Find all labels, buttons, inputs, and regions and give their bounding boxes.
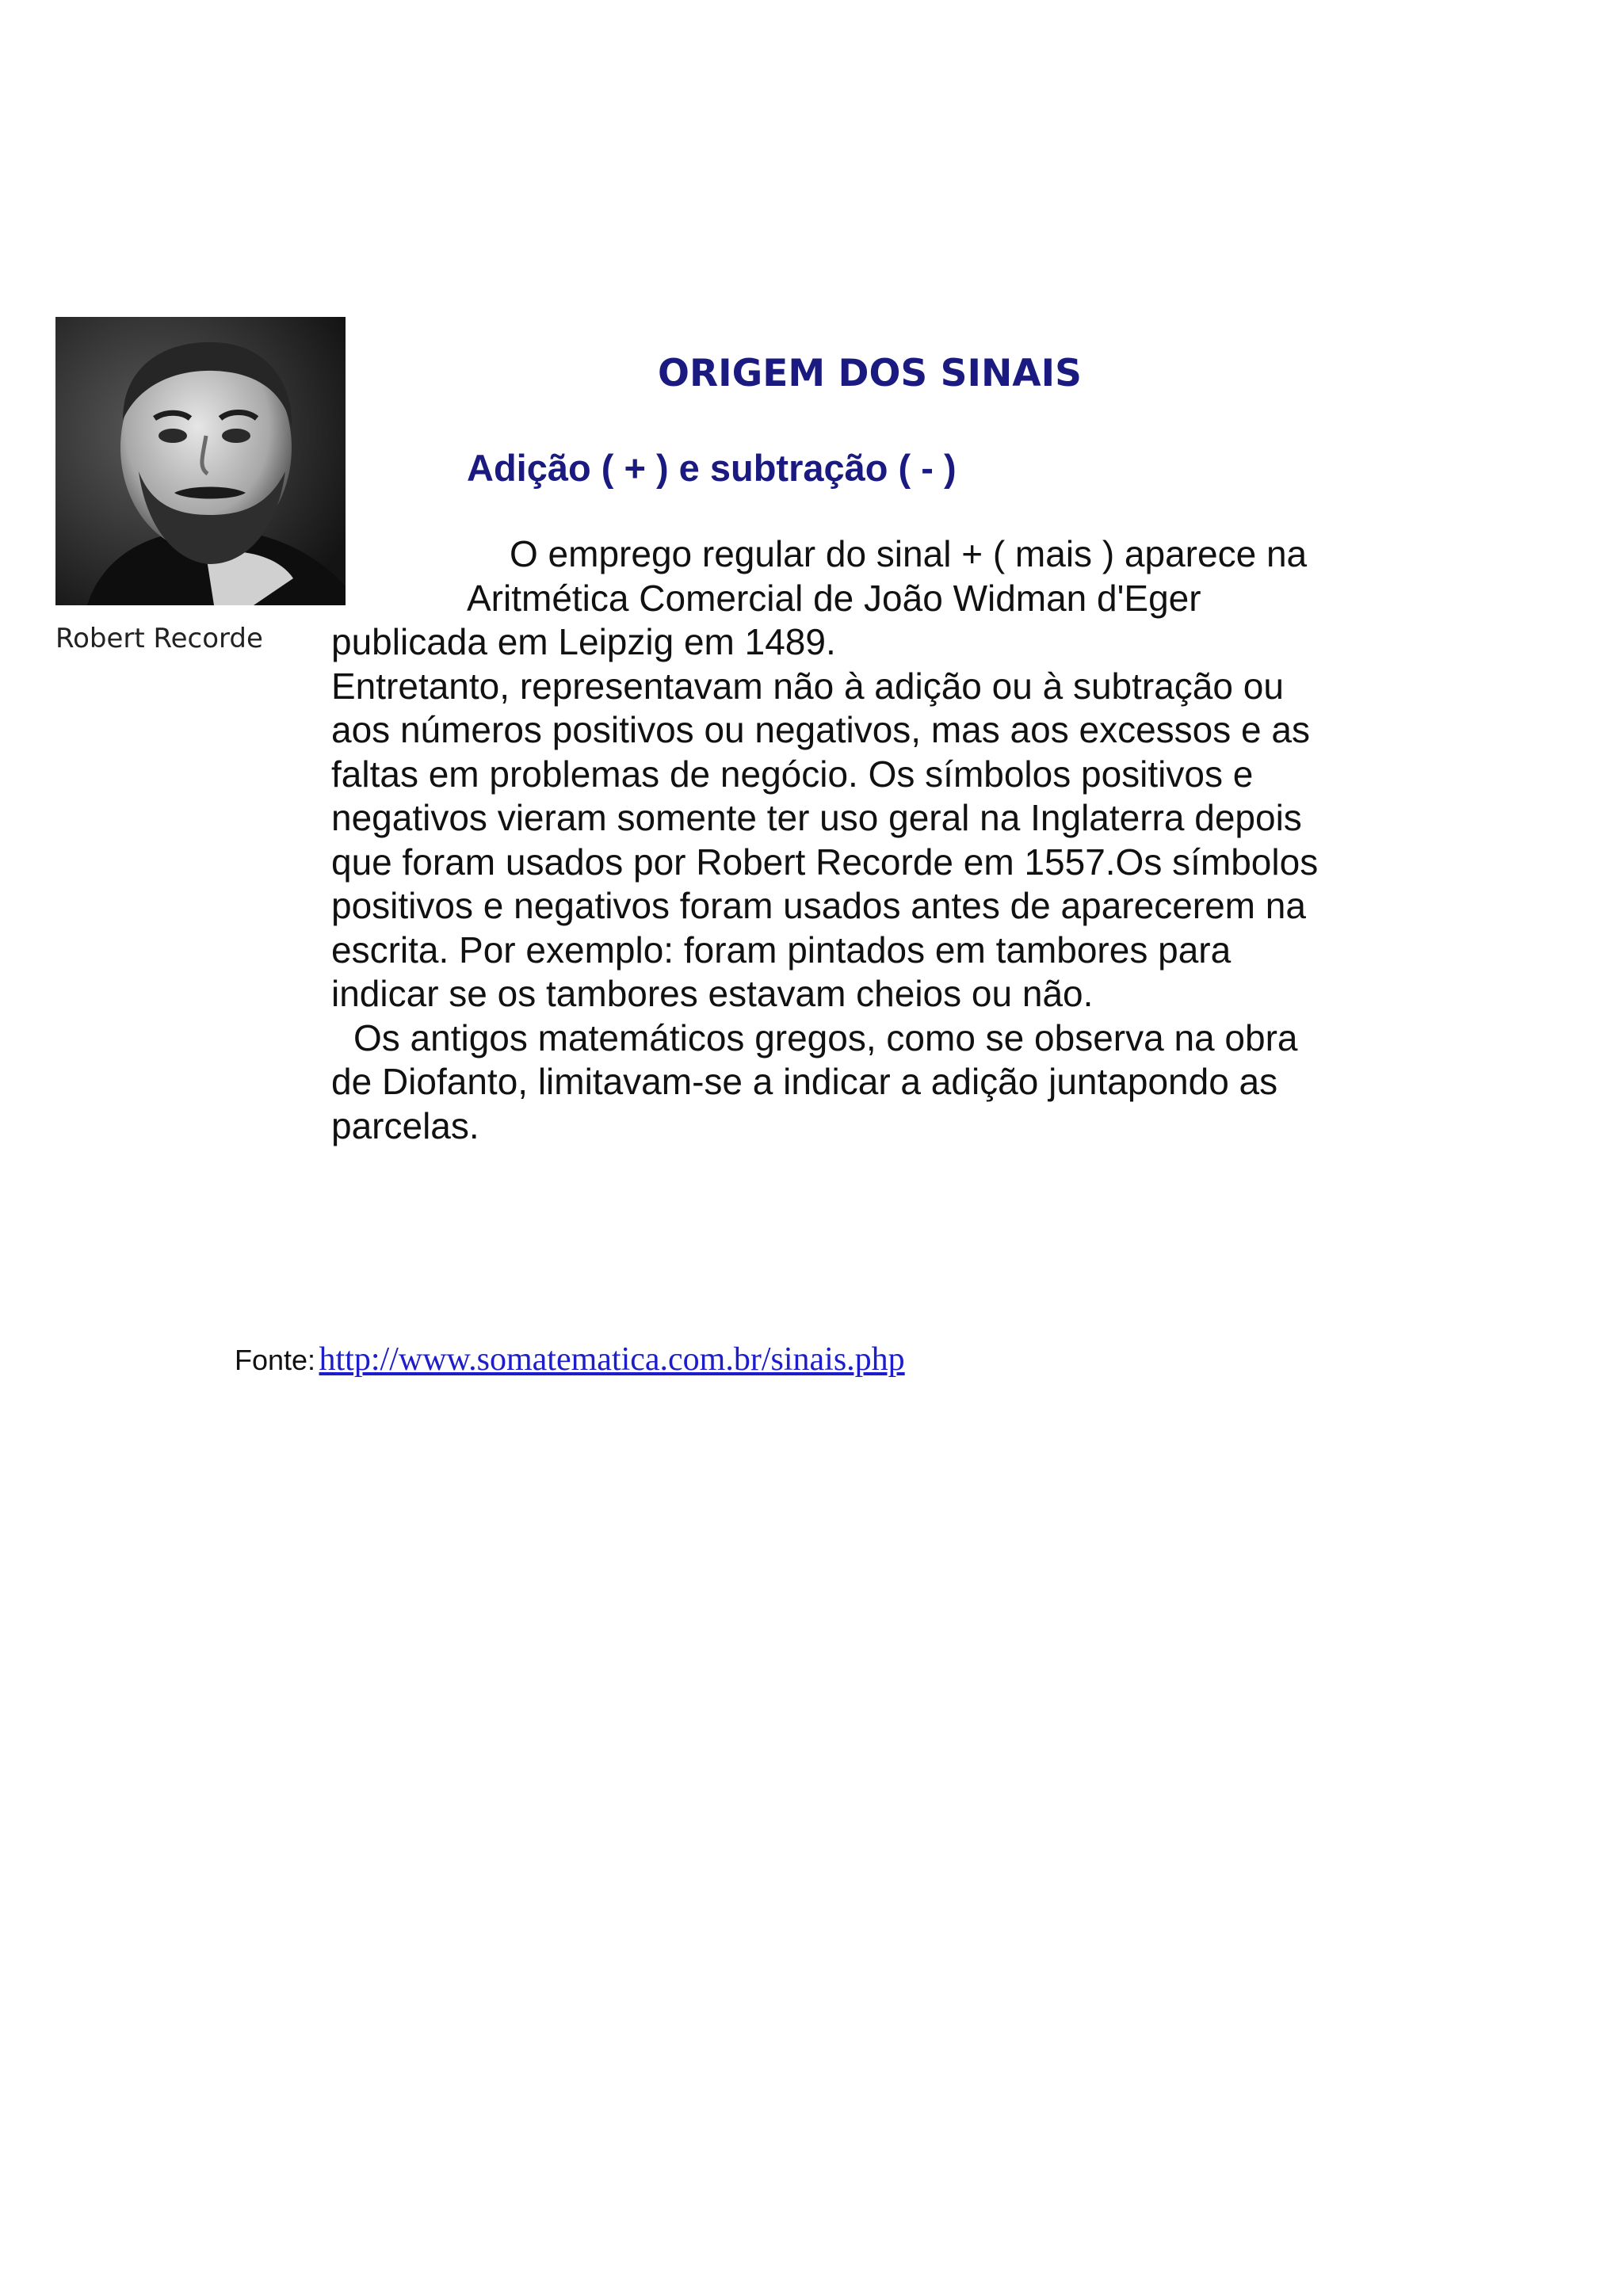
article-line: Entretanto, representavam não à adição ou à subtração ou	[331, 665, 1284, 707]
section-subtitle: Adição ( + ) e subtração ( - )	[467, 447, 957, 489]
source-link[interactable]: http://www.somatematica.com.br/sinais.php	[319, 1341, 905, 1378]
article-line: faltas em problemas de negócio. Os símbolos positivos e	[331, 753, 1254, 795]
article-line: aos números positivos ou negativos, mas aos excessos e as	[331, 709, 1310, 750]
source-label: Fonte:	[235, 1344, 316, 1376]
article-line: O emprego regular do sinal + ( mais ) aparece na	[510, 533, 1308, 574]
article-line: positivos e negativos foram usados antes de aparecerem na	[331, 885, 1306, 926]
article-line: publicada em Leipzig em 1489.	[331, 621, 836, 662]
article-line: indicar se os tambores estavam cheios ou não.	[331, 973, 1094, 1014]
article-line: Aritmética Comercial de João Widman d'Eger	[467, 577, 1201, 619]
page-title: ORIGEM DOS SINAIS	[658, 352, 1083, 395]
article-line: que foram usados por Robert Recorde em 1557.Os símbolos	[331, 841, 1319, 883]
article-line: escrita. Por exemplo: foram pintados em tambores para	[331, 929, 1232, 971]
article-body	[331, 532, 1457, 1148]
article-line: de Diofanto, limitavam-se a indicar a adição juntapondo as	[331, 1061, 1278, 1102]
article-line: negativos vieram somente ter uso geral na Inglaterra depois	[331, 797, 1302, 838]
source-citation	[235, 1341, 905, 1379]
portrait-image	[55, 317, 346, 605]
portrait-caption: Robert Recorde	[55, 623, 263, 654]
article-line: Os antigos matemáticos gregos, como se observa na obra	[353, 1016, 1298, 1058]
article-line: parcelas.	[331, 1104, 479, 1146]
